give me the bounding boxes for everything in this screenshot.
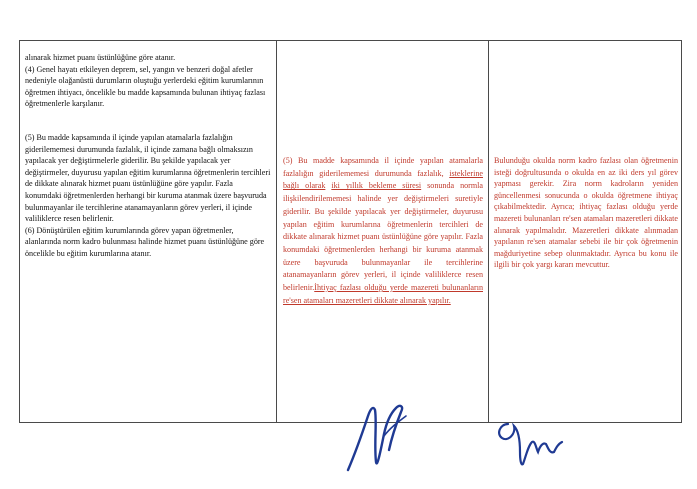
justification-column (489, 41, 682, 423)
justification-text: Bulunduğu okulda norm kadro fazlası olan öğretmenin isteği doğrultusunda o okulda en az iki ders yıl görev yapması gerekir. Zira norm kadroların yeniden güncellenmesi sonucunda o okulda öğretmene ihtiyaç çıkabilmektedir. Ayrıca; ihtiyaç fazlası olduğu yerde mazereti bulunanları re'sen atamaları mazeretleri dikkate alınarak yapılmalıdır. Mazeretleri dikkate alınmadan yapılanın re'sen atamalar sebebi ile bir çok öğretmenin mağduriyetine sebep olunmaktadır. Ayrıca bu konu ile ilgili bir çok yargı kararı mevcuttur. (494, 156, 678, 270)
proposed-text-part-3: sonunda normla ilişkilendirilememesi halinde yer değiştirmeleri suretiyle giderilir. Bu şekilde yapılacak yer değiştirmeler, duyurusu yapılan eğitim kurumlarına öğretmenlerin tercihleri de dikkate alınarak hizmet puanı üstünlüğüne göre yapılır. Fazla konumdaki öğretmenlerden herhangi bir kuruma atanmak üzere başvuruda bulunmayanlar ile tercihlerine atanamayanların görev yerleri, il içinde valiliklerce resen belirlenir. (283, 181, 483, 293)
proposed-underline-excuse-clause: İhtiyaç fazlası olduğu yerde mazereti bulunanların re'sen atamaları mazeretleri dikkate alınarak yapılır. (283, 283, 483, 305)
current-paragraph-3-end: alınarak hizmet puanı üstünlüğüne göre atanır. (25, 53, 176, 62)
current-text (25, 52, 271, 260)
proposed-text (283, 155, 483, 307)
proposed-text-column (277, 41, 489, 423)
current-paragraph-4: (4) Genel hayatı etkileyen deprem, sel, yangın ve benzeri doğal afetler nedeniyle olağanüstü durumların oluştuğu yerlerdeki eğitim kurumlarının öğretmen ihtiyacı, öncelikle bu madde kapsamında bulunan ihtiyaç fazlası öğretmenlerle karşılanır. (25, 64, 266, 109)
comparison-table (19, 40, 682, 423)
proposed-text-part-1: (5) Bu madde kapsamında il içinde yapılan atamalarla fazlalığın giderilememesi durumunda fazlalık, (283, 156, 483, 178)
proposed-underline-voluntary: isteklerine bağlı olarak (283, 168, 483, 191)
proposed-underline-waiting-period: iki yıllık bekleme süresi (331, 181, 422, 191)
current-paragraph-5: (5) Bu madde kapsamında il içinde yapılan atamalarla fazlalığın giderilememesi durumunda fazlalık, il içinde zamana bağlı olmaksızın yapılacak yer değiştirmelerle giderilir. Bu şekilde yapılacak yer değiştirmeler, duyurusu yapılan eğitim kurumlarına öğretmenlerin tercihleri de dikkate alınarak hizmet puanı üstünlüğüne göre yapılır. Fazla konumdaki öğretmenlerden herhangi bir kuruma atanmak üzere başvuruda bulunmayanlar ile tercihlerine atanamayanların görev yerleri, il içinde valiliklerce resen belirlenir. (25, 132, 271, 224)
signature-2 (490, 412, 580, 472)
current-paragraph-6: (6) Dönüştürülen eğitim kurumlarında görev yapan öğretmenler, alanlarında norm kadro bulunması halinde hizmet puanı üstünlüğüne göre öncelikle bu eğitim kurumlarına atanır. (25, 225, 265, 258)
signature-1 (340, 392, 420, 482)
table-row (20, 41, 682, 423)
current-text-column (20, 41, 277, 423)
